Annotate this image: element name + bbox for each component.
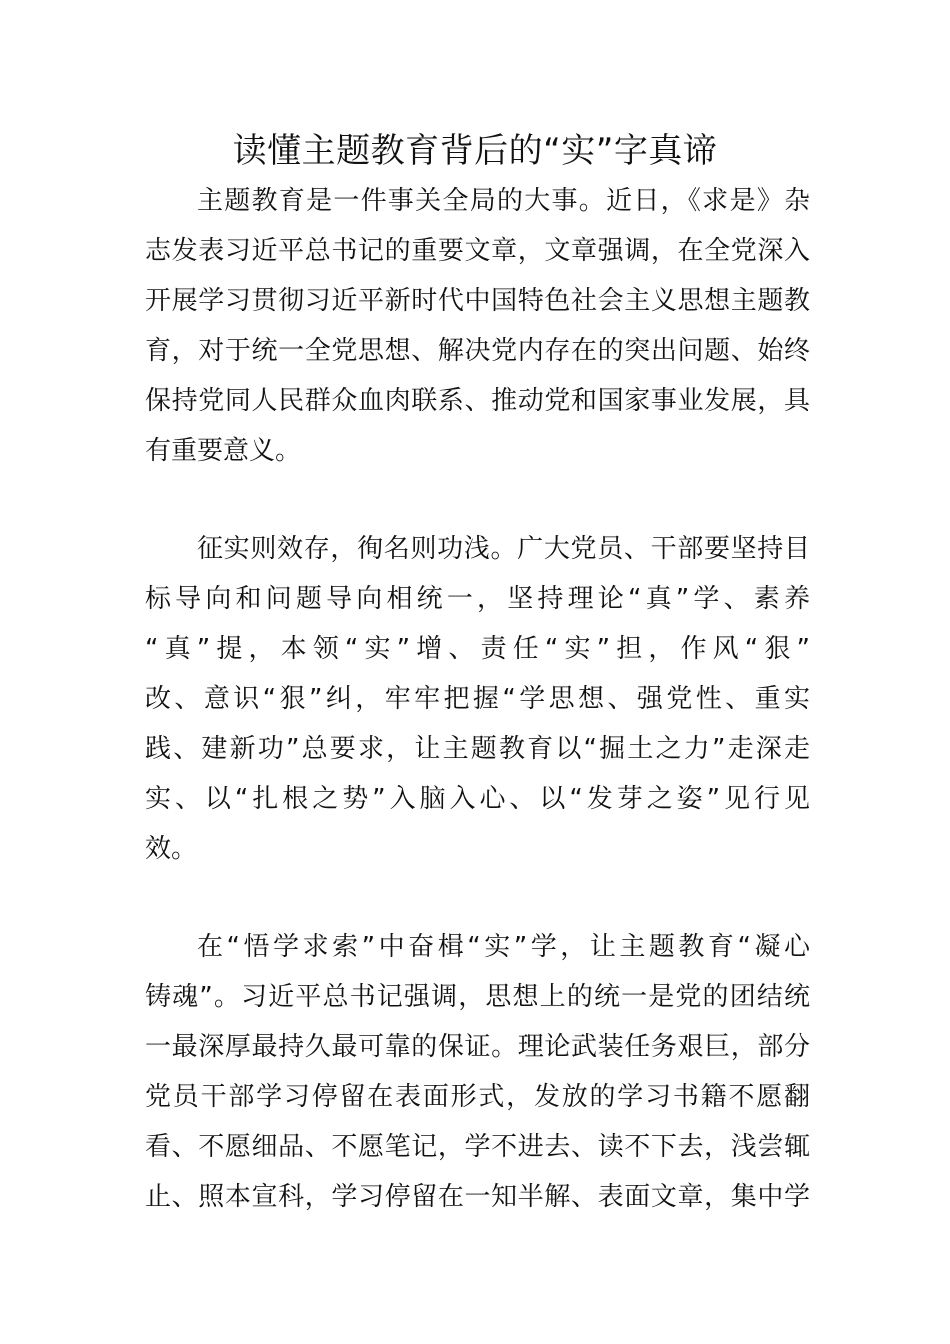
paragraph-line: 铸魂”。习近平总书记强调，思想上的统一是党的团结统 (145, 982, 810, 1012)
paragraph-2 (145, 524, 810, 874)
document-title: 读懂主题教育背后的“实”字真谛 (232, 131, 718, 171)
paragraph-line: 止、照本宣科，学习停留在一知半解、表面文章，集中学 (145, 1182, 810, 1212)
paragraph-3 (145, 922, 810, 1222)
paragraph-line: 践、建新功”总要求，让主题教育以“掘土之力”走深走 (145, 734, 810, 764)
paragraph-line: 改、意识“狠”纠，牢牢把握“学思想、强党性、重实 (145, 684, 810, 714)
paragraph-line: 有重要意义。 (145, 436, 302, 466)
paragraph-line: 在“悟学求索”中奋楫“实”学，让主题教育“凝心 (197, 932, 810, 962)
paragraph-line: 实、以“扎根之势”入脑入心、以“发芽之姿”见行见 (145, 784, 810, 814)
paragraph-line: 志发表习近平总书记的重要文章，文章强调，在全党深入 (145, 236, 810, 266)
paragraph-line: 主题教育是一件事关全局的大事。近日，《求是》杂 (197, 186, 810, 216)
paragraph-line: 保持党同人民群众血肉联系、推动党和国家事业发展，具 (145, 386, 810, 416)
paragraph-line: 看、不愿细品、不愿笔记，学不进去、读不下去，浅尝辄 (145, 1132, 810, 1162)
paragraph-line: 一最深厚最持久最可靠的保证。理论武装任务艰巨，部分 (145, 1032, 810, 1062)
paragraph-line: 效。 (145, 834, 198, 864)
paragraph-line: “真”提，本领“实”增、责任“实”担，作风“狠” (145, 634, 810, 664)
paragraph-line: 育，对于统一全党思想、解决党内存在的突出问题、始终 (145, 336, 810, 366)
paragraph-1 (145, 176, 810, 476)
paragraph-line: 标导向和问题导向相统一，坚持理论“真”学、素养 (145, 584, 810, 614)
paragraph-line: 征实则效存，徇名则功浅。广大党员、干部要坚持目 (197, 534, 810, 564)
paragraph-line: 党员干部学习停留在表面形式，发放的学习书籍不愿翻 (145, 1082, 810, 1112)
paragraph-line: 开展学习贯彻习近平新时代中国特色社会主义思想主题教 (145, 286, 810, 316)
